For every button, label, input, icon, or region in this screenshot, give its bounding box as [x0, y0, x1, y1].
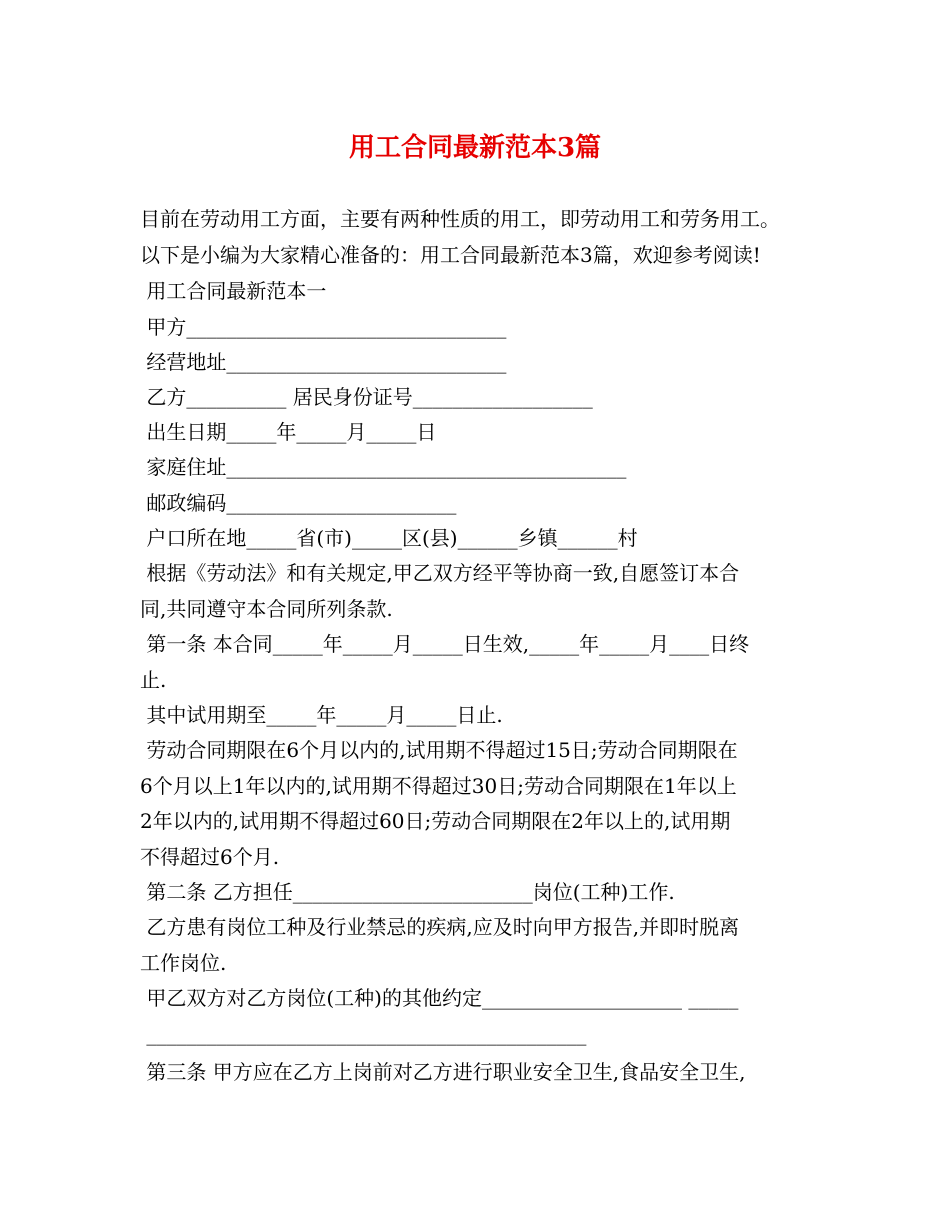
paragraph-line: 第一条 本合同_____年_____月_____日生效,_____年_____月____日终 [140, 632, 750, 656]
paragraph-line: 邮政编码_______________________ [140, 491, 457, 515]
paragraph-line: 经营地址____________________________ [140, 350, 507, 374]
paragraph-line: 第三条 甲方应在乙方上岗前对乙方进行职业安全卫生,食品安全卫生, [140, 1060, 746, 1084]
paragraph-line: 2年以内的,试用期不得超过60日;劳动合同期限在2年以上的,试用期 [140, 809, 731, 833]
paragraph-line: 乙方患有岗位工种及行业禁忌的疾病,应及时向甲方报告,并即时脱离 [140, 915, 740, 939]
paragraph-line: 根据《劳动法》和有关规定,甲乙双方经平等协商一致,自愿签订本合 [140, 561, 740, 585]
document-title: 用工合同最新范本3篇 [348, 133, 602, 163]
paragraph-line: 甲方________________________________ [140, 315, 507, 339]
paragraph-line: 户口所在地_____省(市)_____区(县)______乡镇______村 [140, 526, 638, 550]
paragraph-line: ____________________________________________ [140, 1022, 587, 1046]
paragraph-line: 不得超过6个月. [140, 845, 280, 869]
paragraph-line: 止. [140, 668, 167, 692]
paragraph-line: 劳动合同期限在6个月以内的,试用期不得超过15日;劳动合同期限在 [140, 738, 738, 762]
paragraph-line: 用工合同最新范本一 [140, 279, 327, 303]
paragraph-line: 其中试用期至_____年_____月_____日止. [140, 703, 503, 727]
paragraph-line: 出生日期_____年_____月_____日 [140, 420, 437, 444]
paragraph-line: 第二条 乙方担任________________________岗位(工种)工作. [140, 880, 675, 904]
paragraph-line: 工作岗位. [140, 951, 227, 975]
paragraph-line: 以下是小编为大家精心准备的：用工合同最新范本3篇，欢迎参考阅读! [140, 243, 761, 267]
paragraph-line: 6个月以上1年以内的,试用期不得超过30日;劳动合同期限在1年以上 [140, 774, 737, 798]
paragraph-line: 家庭住址________________________________________ [140, 455, 627, 479]
paragraph-line: 同,共同遵守本合同所列条款. [140, 597, 393, 621]
paragraph-line: 目前在劳动用工方面，主要有两种性质的用工，即劳动用工和劳务用工。 [140, 207, 780, 231]
paragraph-line: 甲乙双方对乙方岗位(工种)的其他约定____________________ _____ [140, 986, 739, 1010]
paragraph-line: 乙方__________ 居民身份证号__________________ [140, 385, 593, 409]
